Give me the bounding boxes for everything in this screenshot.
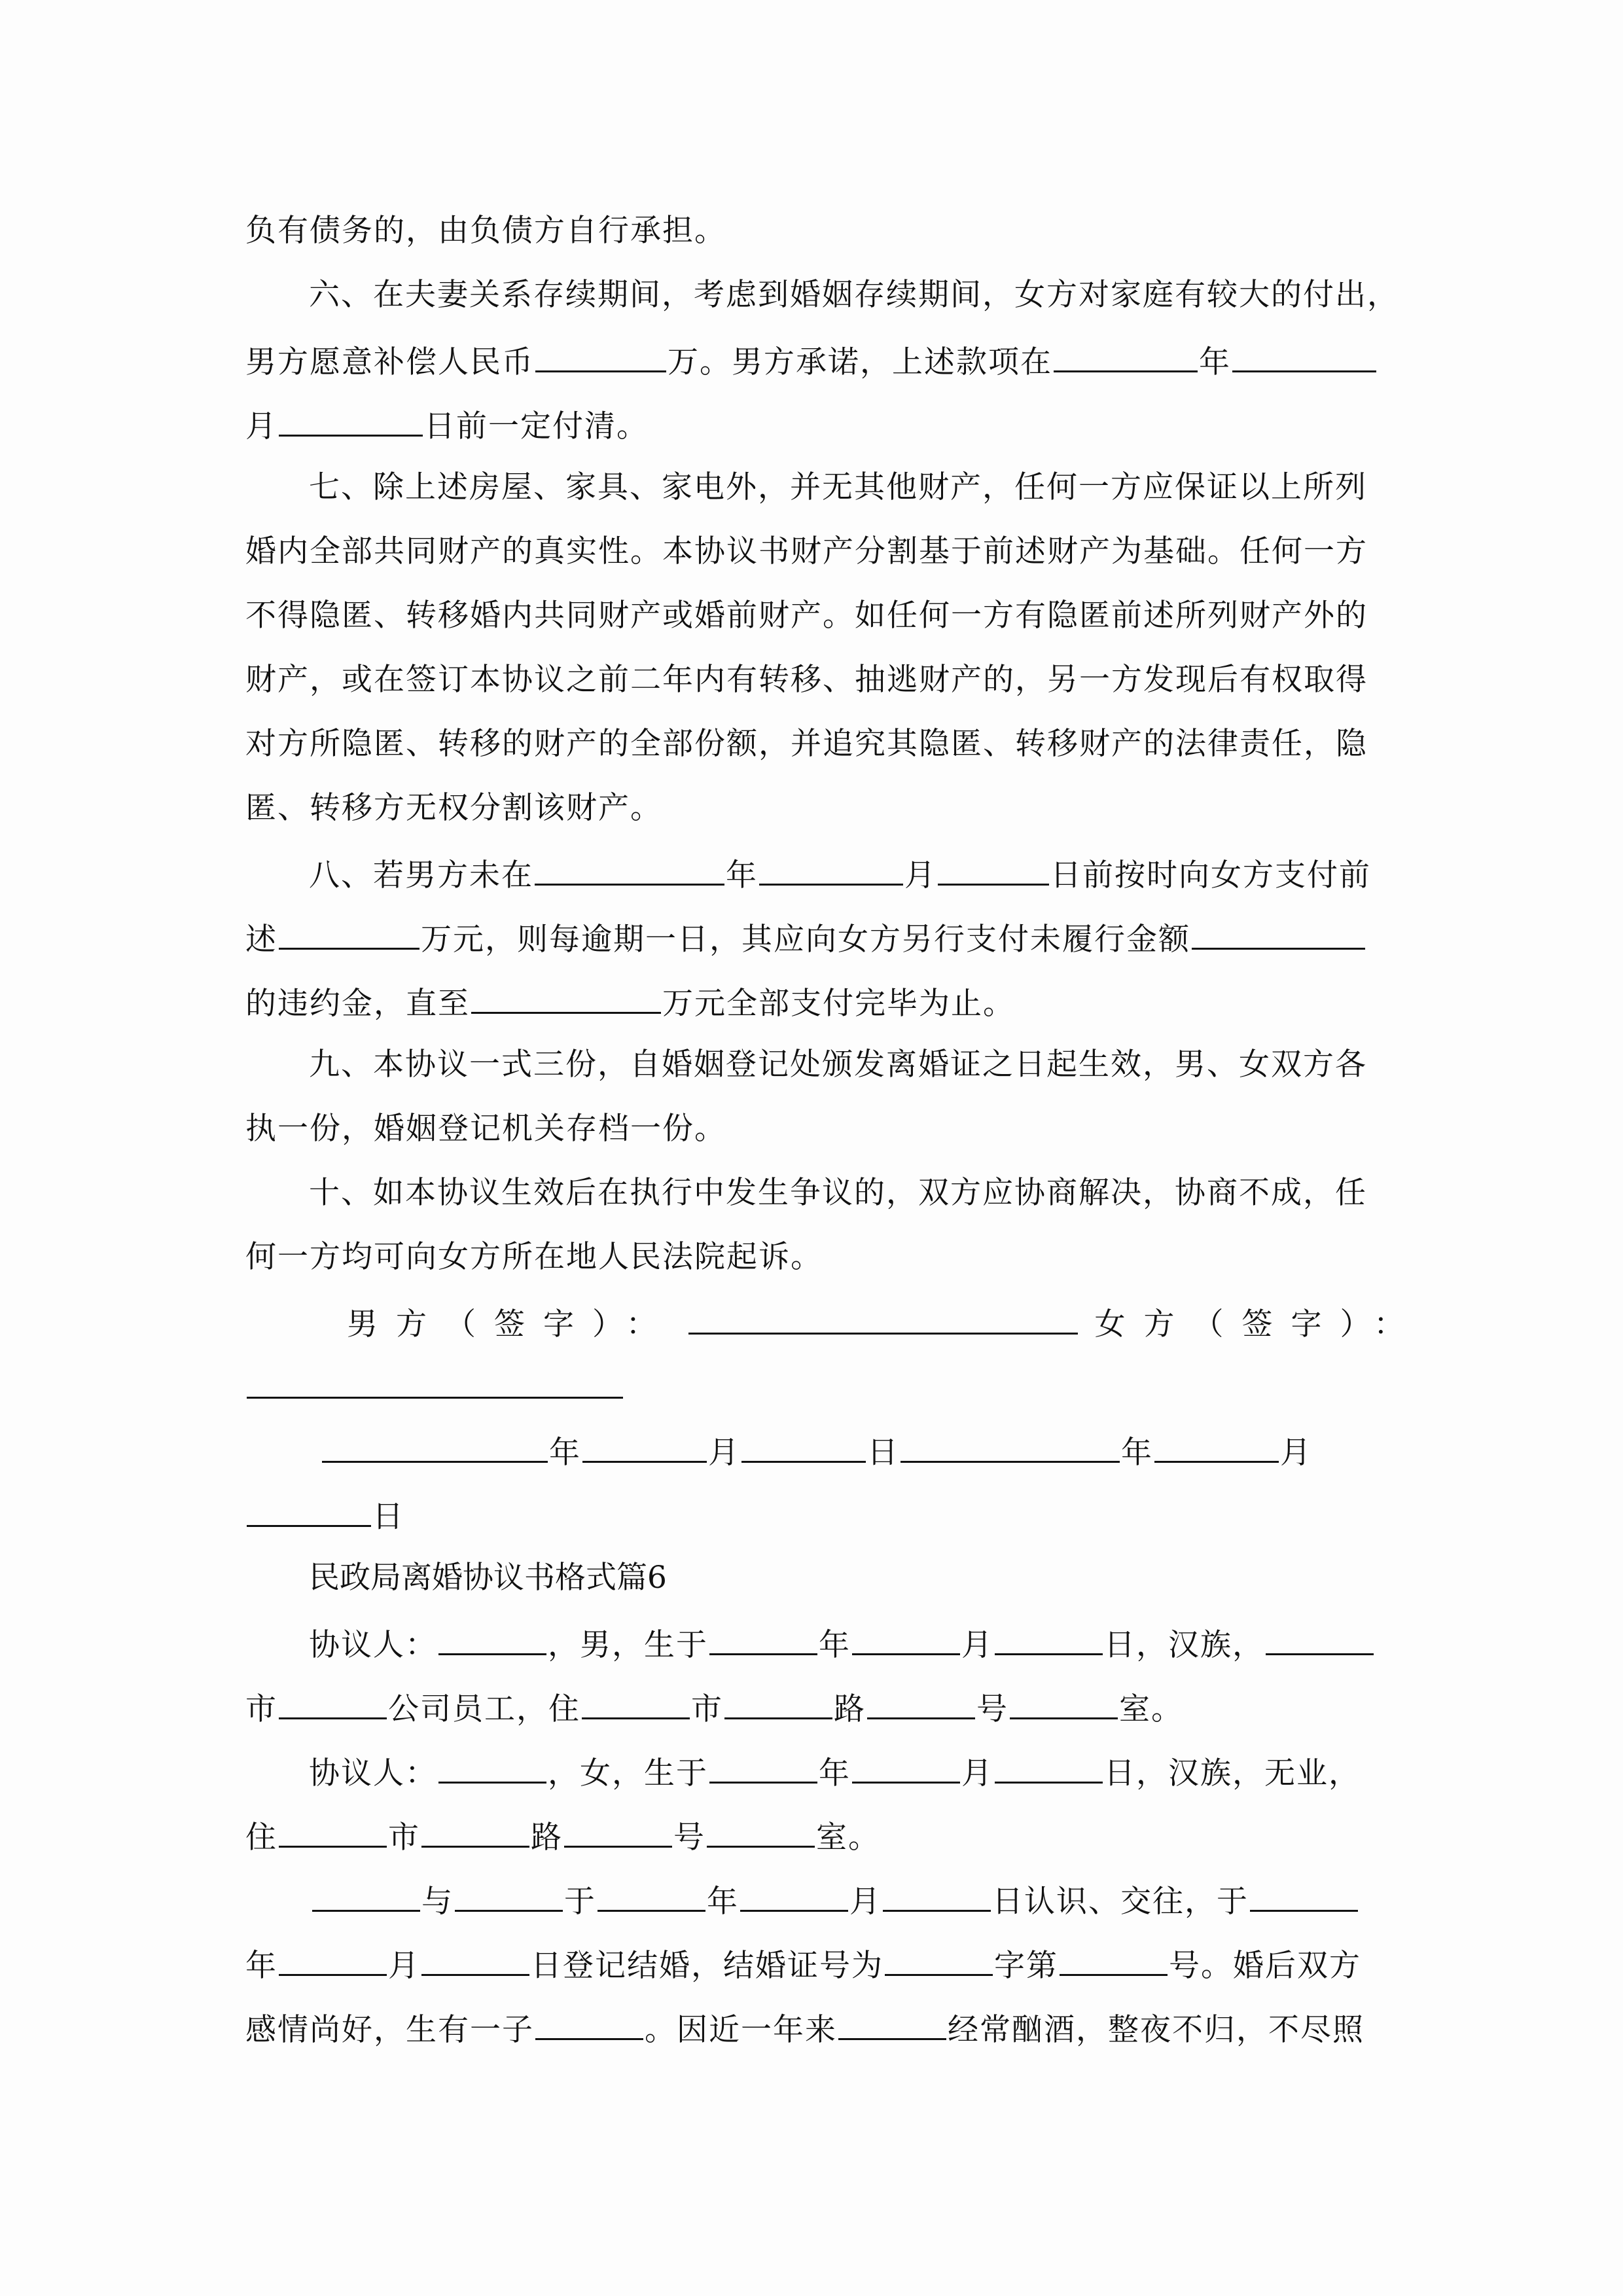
clause8-text: 日前按时向女方支付前	[1050, 857, 1371, 893]
party1-line2	[245, 1683, 1183, 1729]
payment-day-blank[interactable]	[279, 401, 423, 437]
story-text: 与	[421, 1884, 454, 1920]
story-text: 年	[707, 1884, 739, 1920]
party2-line2	[245, 1812, 880, 1857]
clause6-text: 男方愿意补偿人民币	[245, 344, 534, 380]
story-text: 经常酗酒，整夜不归，不尽照	[948, 2012, 1364, 2048]
story-text: 日认识、交往，于	[992, 1884, 1249, 1920]
clause8-text: 月	[904, 857, 936, 893]
party2-number-blank[interactable]	[564, 1812, 672, 1848]
story-text: 月	[388, 1948, 420, 1984]
party1-city-blank[interactable]	[1266, 1619, 1374, 1655]
male-signature-label: 男方（签字）：	[347, 1306, 675, 1342]
clause10-text: 何一方均可向女方所在地人民法院起诉。	[245, 1239, 823, 1275]
story-text: 感情尚好，生有一子	[245, 2012, 534, 2048]
party2-line1	[309, 1748, 1361, 1793]
payment-year-blank[interactable]	[1054, 336, 1198, 372]
party1-birth-month-blank[interactable]	[852, 1619, 960, 1655]
clause7-line	[245, 529, 1368, 575]
female-sign-year-blank[interactable]	[901, 1427, 1120, 1463]
total-amount-blank[interactable]	[471, 978, 661, 1014]
clause10-line1	[309, 1170, 1367, 1216]
person-blank[interactable]	[838, 2004, 946, 2040]
date-unit-text: 月	[708, 1435, 740, 1471]
met-day-blank[interactable]	[883, 1876, 991, 1912]
clause7-line	[245, 785, 662, 831]
party-text: 协议人：	[309, 1627, 437, 1663]
date-unit-text: 月	[1280, 1435, 1312, 1471]
party-text: 月	[961, 1755, 993, 1791]
clause9-line1	[309, 1042, 1367, 1088]
female-sign-day-blank[interactable]	[247, 1491, 371, 1527]
party2-birth-month-blank[interactable]	[852, 1748, 960, 1784]
story-line2	[245, 1940, 1361, 1986]
party-text: ，男，生于	[548, 1627, 708, 1663]
female-signature-label: 女方（签字）：	[1094, 1306, 1423, 1342]
party-text: 路	[531, 1820, 563, 1856]
male-sign-day-blank[interactable]	[741, 1427, 866, 1463]
clause6-line3	[245, 401, 649, 446]
story-text: 于	[564, 1884, 596, 1920]
name-a-blank[interactable]	[312, 1876, 420, 1912]
deadline-day-blank[interactable]	[938, 850, 1049, 886]
party-text: 年	[819, 1627, 851, 1663]
met-year-blank[interactable]	[597, 1876, 705, 1912]
marry-month-blank[interactable]	[279, 1940, 387, 1976]
clause6-text: 年	[1199, 344, 1231, 380]
name-b-blank[interactable]	[455, 1876, 563, 1912]
clause7-text: 不得隐匿、转移婚内共同财产或婚前财产。如任何一方有隐匿前述所列财产外的	[245, 598, 1368, 634]
party-text: 路	[834, 1691, 866, 1727]
female-signature-field[interactable]	[247, 1363, 623, 1399]
date-unit-text: 年	[1121, 1435, 1153, 1471]
date-unit-text: 日	[372, 1499, 404, 1535]
party1-company-blank[interactable]	[279, 1683, 387, 1719]
clause7-text: 七、除上述房屋、家具、家电外，并无其他财产，任何一方应保证以上所列	[309, 469, 1367, 505]
clause8-line3	[245, 978, 1015, 1024]
signature-date-line2	[245, 1491, 404, 1537]
clause7-line	[245, 721, 1368, 767]
party-text: ，女，生于	[548, 1755, 708, 1791]
clause10-line2	[245, 1234, 823, 1280]
marry-year-blank[interactable]	[1250, 1876, 1358, 1912]
party-text: 年	[819, 1755, 851, 1791]
clause7-line	[245, 593, 1368, 639]
party-text: 协议人：	[309, 1755, 437, 1791]
female-signature-line	[245, 1363, 624, 1408]
party1-line1	[309, 1619, 1375, 1665]
party2-road-blank[interactable]	[421, 1812, 529, 1848]
party1-name-blank[interactable]	[438, 1619, 546, 1655]
clause6-text: 日前一定付清。	[424, 408, 649, 444]
party-text: 市	[691, 1691, 723, 1727]
section-heading-text: 民政局离婚协议书格式篇6	[309, 1560, 667, 1596]
party-text: 日，汉族，	[1104, 1627, 1264, 1663]
party1-road-blank[interactable]	[724, 1683, 832, 1719]
clause7-line	[309, 465, 1367, 511]
clause5-tail-text: 负有债务的，由负债方自行承担。	[245, 213, 726, 249]
party2-birth-day-blank[interactable]	[995, 1748, 1103, 1784]
clause8-line1	[309, 850, 1371, 895]
date-unit-text: 年	[549, 1435, 581, 1471]
party-text: 室。	[816, 1820, 880, 1856]
signature-line	[347, 1299, 1423, 1344]
story-text: 日登记结婚，结婚证号为	[531, 1948, 883, 1984]
met-month-blank[interactable]	[740, 1876, 848, 1912]
party-text: 号	[673, 1820, 705, 1856]
clause9-line2	[245, 1106, 726, 1152]
clause8-text: 万元全部支付完毕为止。	[662, 986, 1015, 1022]
compensation-amount-blank[interactable]	[535, 336, 666, 372]
clause8-text: 年	[726, 857, 758, 893]
section-heading	[309, 1555, 667, 1601]
clause7-text: 婚内全部共同财产的真实性。本协议书财产分割基于前述财产为基础。任何一方	[245, 533, 1368, 569]
party2-room-blank[interactable]	[707, 1812, 815, 1848]
amount-blank[interactable]	[279, 914, 419, 950]
party2-city-blank[interactable]	[279, 1812, 387, 1848]
party-text: 日，汉族，无业，	[1104, 1755, 1361, 1791]
female-sign-month-blank[interactable]	[1154, 1427, 1279, 1463]
party2-name-blank[interactable]	[438, 1748, 546, 1784]
deadline-month-blank[interactable]	[759, 850, 903, 886]
story-text: 月	[849, 1884, 882, 1920]
clause6-line2	[245, 336, 1378, 382]
party-text: 市	[388, 1820, 420, 1856]
clause6-line1	[309, 272, 1399, 318]
story-text: 号。婚后双方	[1169, 1948, 1361, 1984]
clause10-text: 十、如本协议生效后在执行中发生争议的，双方应协商解决，协商不成，任	[309, 1175, 1367, 1211]
party1-number-blank[interactable]	[867, 1683, 975, 1719]
payment-month-blank[interactable]	[1232, 336, 1376, 372]
penalty-amount-blank[interactable]	[1192, 914, 1365, 950]
party1-birth-day-blank[interactable]	[995, 1619, 1103, 1655]
clause7-line	[245, 657, 1368, 703]
party-text: 月	[961, 1627, 993, 1663]
cert-number-blank[interactable]	[1060, 1940, 1168, 1976]
marry-day-blank[interactable]	[421, 1940, 529, 1976]
male-sign-month-blank[interactable]	[582, 1427, 707, 1463]
clause6-text: 万。男方承诺，上述款项在	[668, 344, 1052, 380]
party1-res-city-blank[interactable]	[582, 1683, 690, 1719]
clause8-line2	[245, 914, 1366, 960]
party2-birth-year-blank[interactable]	[709, 1748, 817, 1784]
clause6-text: 六、在夫妻关系存续期间，考虑到婚姻存续期间，女方对家庭有较大的付出，	[309, 277, 1399, 313]
clause8-text: 万元，则每逾期一日，其应向女方另行支付未履行金额	[421, 922, 1190, 958]
party-text: 室。	[1119, 1691, 1183, 1727]
clause8-text: 八、若男方未在	[309, 857, 533, 893]
child-name-blank[interactable]	[535, 2004, 643, 2040]
clause7-text: 对方所隐匿、转移的财产的全部份额，并追究其隐匿、转移财产的法律责任，隐	[245, 726, 1368, 762]
party1-birth-year-blank[interactable]	[709, 1619, 817, 1655]
clause7-text: 财产，或在签订本协议之前二年内有转移、抽逃财产的，另一方发现后有权取得	[245, 662, 1368, 698]
clause6-text: 月	[245, 408, 277, 444]
clause8-text: 的违约金，直至	[245, 986, 470, 1022]
signature-date-line	[321, 1427, 1312, 1473]
party-text: 住	[245, 1820, 277, 1856]
party-text: 号	[976, 1691, 1008, 1727]
story-line1	[311, 1876, 1359, 1922]
clause8-text: 述	[245, 922, 277, 958]
cert-prefix-blank[interactable]	[885, 1940, 993, 1976]
party1-room-blank[interactable]	[1010, 1683, 1118, 1719]
clause9-text: 执一份，婚姻登记机关存档一份。	[245, 1111, 726, 1147]
story-text: 字第	[994, 1948, 1058, 1984]
story-text: 。因近一年来	[645, 2012, 837, 2048]
male-sign-year-blank[interactable]	[322, 1427, 548, 1463]
clause9-text: 九、本协议一式三份，自婚姻登记处颁发离婚证之日起生效，男、女双方各	[309, 1047, 1367, 1083]
story-line3	[245, 2004, 1364, 2050]
paragraph-line	[245, 208, 726, 254]
clause7-text: 匿、转移方无权分割该财产。	[245, 790, 662, 826]
party-text: 公司员工，住	[388, 1691, 580, 1727]
male-signature-field[interactable]	[688, 1299, 1078, 1335]
date-unit-text: 日	[867, 1435, 899, 1471]
party-text: 市	[245, 1691, 277, 1727]
deadline-year-blank[interactable]	[535, 850, 724, 886]
story-text: 年	[245, 1948, 277, 1984]
